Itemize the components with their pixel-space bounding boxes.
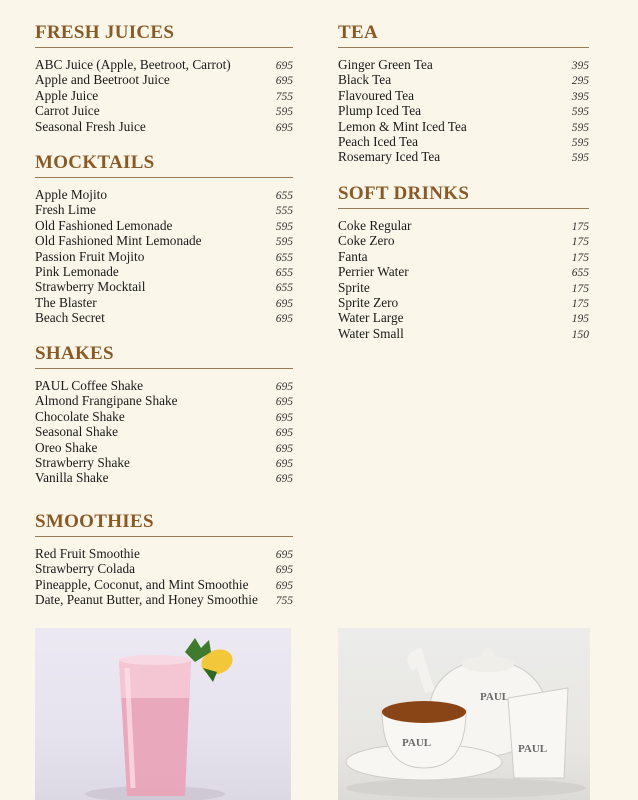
teapot-logo: PAUL (480, 691, 510, 703)
menu-item (35, 409, 293, 424)
menu-item-name: Apple and Beetroot Juice (35, 72, 170, 88)
menu-item (35, 546, 293, 561)
teapot-knob (482, 648, 494, 660)
menu-item-name: Strawberry Colada (35, 561, 136, 577)
menu-item-name: PAUL Coffee Shake (35, 378, 144, 393)
table-shadow (346, 778, 586, 798)
menu-item (35, 561, 293, 576)
menu-item (338, 218, 589, 233)
menu-item (338, 280, 589, 295)
menu-item-price: 695 (275, 396, 293, 409)
menu-item-price: 695 (275, 473, 293, 486)
section-title: SMOOTHIES (35, 511, 293, 537)
menu-item-name: Red Fruit Smoothie (35, 546, 140, 561)
menu-item (35, 455, 293, 470)
cup-logo: PAUL (402, 737, 432, 749)
menu-item-price: 595 (571, 136, 589, 149)
menu-item (35, 103, 293, 118)
menu-item-name: Date, Peanut Butter, and Honey Smoothie (35, 592, 258, 608)
menu-item-name: Rosemary Iced Tea (338, 149, 441, 165)
menu-item (338, 72, 589, 87)
menu-item-name: Seasonal Fresh Juice (35, 118, 146, 134)
menu-item-name: Flavoured Tea (338, 87, 414, 103)
menu-item (35, 72, 293, 87)
section-title: MOCKTAILS (35, 152, 293, 178)
menu-item-price: 295 (571, 75, 589, 88)
menu-item-price: 655 (275, 251, 293, 264)
menu-item-name: Ginger Green Tea (338, 57, 433, 72)
section-smoothies (35, 511, 293, 608)
menu-item-price: 695 (275, 457, 293, 470)
menu-item (35, 57, 293, 72)
menu-item-name: Black Tea (338, 72, 392, 88)
menu-list (35, 546, 293, 608)
right-column (338, 0, 589, 400)
menu-item (338, 326, 589, 341)
menu-item-name: The Blaster (35, 294, 97, 310)
menu-item-name: Carrot Juice (35, 103, 100, 119)
menu-item-name: Oreo Shake (35, 439, 98, 455)
menu-item-price: 695 (275, 411, 293, 424)
menu-item-price: 655 (275, 266, 293, 279)
menu-item-name: Old Fashioned Lemonade (35, 217, 173, 233)
menu-item-name: Water Large (338, 310, 404, 326)
menu-item (338, 233, 589, 248)
menu-item (35, 119, 293, 134)
section-shakes (35, 343, 293, 486)
menu-item (35, 592, 293, 607)
menu-item-price: 695 (275, 313, 293, 326)
menu-item-name: Plump Iced Tea (338, 103, 422, 119)
menu-item-price: 695 (275, 442, 293, 455)
menu-item-name: Perrier Water (338, 264, 409, 280)
menu-item-price: 595 (571, 106, 589, 119)
menu-item-price: 395 (571, 60, 589, 72)
section-title: SOFT DRINKS (338, 183, 589, 209)
milk-jug (508, 688, 568, 778)
menu-item (35, 295, 293, 310)
menu-item-price: 595 (571, 152, 589, 165)
menu-item (338, 295, 589, 310)
menu-item (338, 249, 589, 264)
menu-item-price: 595 (571, 121, 589, 134)
menu-item (35, 264, 293, 279)
menu-item-price: 195 (571, 313, 589, 326)
menu-item-price: 175 (571, 236, 589, 249)
menu-list (35, 378, 293, 486)
section-title: TEA (338, 22, 589, 48)
menu-item (35, 393, 293, 408)
menu-item-name: Water Small (338, 325, 404, 341)
menu-item (35, 233, 293, 248)
menu-item-name: Pink Lemonade (35, 263, 119, 279)
jug-logo: PAUL (518, 743, 548, 755)
section-title: SHAKES (35, 343, 293, 369)
menu-list (35, 57, 293, 134)
menu-item-price: 595 (275, 236, 293, 249)
menu-item-name: Coke Zero (338, 233, 395, 249)
menu-item-price: 175 (571, 221, 589, 233)
menu-item (35, 187, 293, 202)
menu-item (35, 440, 293, 455)
menu-item-price: 175 (571, 297, 589, 310)
menu-item-name: Chocolate Shake (35, 408, 125, 424)
menu-item-price: 175 (571, 282, 589, 295)
menu-item-price: 595 (275, 220, 293, 233)
menu-item (35, 202, 293, 217)
menu-item-price: 695 (275, 579, 293, 592)
menu-item-name: Sprite Zero (338, 294, 399, 310)
menu-item-name: Pineapple, Coconut, and Mint Smoothie (35, 576, 249, 592)
left-column (35, 0, 293, 620)
menu-item-name: Coke Regular (338, 218, 412, 233)
menu-item (35, 310, 293, 325)
menu-item-price: 555 (275, 205, 293, 218)
menu-item-name: Passion Fruit Mojito (35, 248, 145, 264)
menu-item-price: 755 (275, 595, 293, 608)
menu-item-name: Sprite (338, 279, 370, 295)
menu-item-price: 695 (275, 564, 293, 577)
smoothie-photo (35, 628, 291, 800)
menu-item-price: 695 (275, 60, 293, 72)
menu-item-price: 695 (275, 297, 293, 310)
menu-item-price: 695 (275, 75, 293, 88)
section-mocktails (35, 152, 293, 326)
section-tea (338, 22, 589, 165)
menu-item-name: Old Fashioned Mint Lemonade (35, 233, 202, 249)
menu-list (338, 57, 589, 165)
glass-rim (119, 655, 191, 665)
menu-item-price: 150 (571, 328, 589, 341)
menu-item-name: Fresh Lime (35, 202, 96, 218)
menu-item-price: 695 (275, 381, 293, 393)
menu-item (35, 279, 293, 294)
menu-item (338, 134, 589, 149)
menu-item (35, 218, 293, 233)
menu-item-name: ABC Juice (Apple, Beetroot, Carrot) (35, 57, 231, 72)
menu-item (35, 249, 293, 264)
menu-item-price: 655 (275, 282, 293, 295)
menu-item (35, 470, 293, 485)
menu-item-name: Seasonal Shake (35, 424, 119, 440)
menu-item (338, 310, 589, 325)
menu-item-name: Apple Mojito (35, 187, 108, 202)
section-soft-drinks (338, 183, 589, 341)
menu-item-price: 695 (275, 121, 293, 134)
menu-item-price: 175 (571, 251, 589, 264)
menu-item-name: Lemon & Mint Iced Tea (338, 118, 467, 134)
menu-item-name: Strawberry Mocktail (35, 279, 146, 295)
menu-item (35, 424, 293, 439)
menu-item-name: Beach Secret (35, 310, 105, 326)
menu-item (35, 378, 293, 393)
menu-item-price: 595 (275, 106, 293, 119)
menu-item-name: Peach Iced Tea (338, 133, 419, 149)
menu-item-price: 395 (571, 90, 589, 103)
menu-item-name: Strawberry Shake (35, 454, 130, 470)
menu-item (35, 88, 293, 103)
section-title: FRESH JUICES (35, 22, 293, 48)
menu-item-price: 655 (275, 190, 293, 202)
menu-item (338, 119, 589, 134)
tea-set-illustration (338, 628, 590, 800)
menu-item (338, 149, 589, 164)
menu-list (338, 218, 589, 341)
tea-liquid (382, 701, 466, 723)
section-fresh-juices (35, 22, 293, 134)
menu-item (35, 577, 293, 592)
tea-set-photo (338, 628, 590, 800)
menu-item (338, 88, 589, 103)
menu-item (338, 264, 589, 279)
menu-item-name: Vanilla Shake (35, 470, 109, 486)
menu-item (338, 103, 589, 118)
smoothie-glass-illustration (35, 628, 291, 800)
menu-item-name: Apple Juice (35, 87, 99, 103)
menu-item-price: 655 (571, 267, 589, 280)
menu-item-price: 695 (275, 427, 293, 440)
menu-item (338, 57, 589, 72)
menu-item-price: 695 (275, 549, 293, 561)
menu-item-name: Almond Frangipane Shake (35, 393, 178, 409)
menu-list (35, 187, 293, 326)
menu-item-price: 755 (275, 90, 293, 103)
menu-item-name: Fanta (338, 248, 368, 264)
teapot-spout (412, 654, 430, 692)
